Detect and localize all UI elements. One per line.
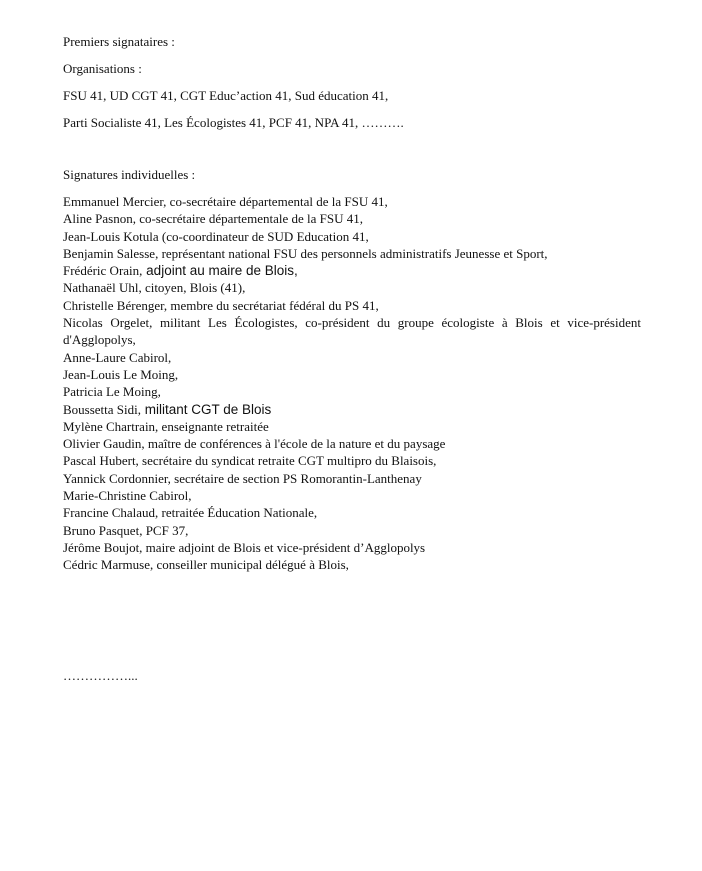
organisations-heading: Organisations : — [63, 61, 142, 76]
premiers-signataires-label: Premiers signataires : — [63, 34, 175, 49]
signature-item: Cédric Marmuse, conseiller municipal délégué à Blois, — [63, 557, 349, 573]
signature-name: Boussetta Sidi, — [63, 401, 142, 417]
signature-item: Jean-Louis Le Moing, — [63, 366, 179, 382]
organisations-line-1: FSU 41, UD CGT 41, CGT Educ’action 41, Sud éducation 41, — [63, 88, 389, 103]
signature-item: Pascal Hubert, secrétaire du syndicat retraite CGT multipro du Blaisois, — [63, 453, 437, 469]
signature-item: Jean-Louis Kotula (co-coordinateur de SUD Education 41, — [63, 228, 369, 244]
signature-item: Nicolas Orgelet, militant Les Écologistes, co-président du groupe écologiste à Blois et vice-président d'Agglopolys, — [63, 315, 641, 348]
signature-item — [63, 401, 641, 418]
signature-item: Christelle Bérenger, membre du secrétariat fédéral du PS 41, — [63, 297, 379, 313]
signatures-individuelles-heading: Signatures individuelles : — [63, 167, 196, 182]
signature-item: Aline Pasnon, co-secrétaire départementale de la FSU 41, — [63, 211, 363, 227]
signature-item: Patricia Le Moing, — [63, 384, 161, 400]
signature-item: Nathanaël Uhl, citoyen, Blois (41), — [63, 280, 246, 296]
signature-item: Mylène Chartrain, enseignante retraitée — [63, 418, 269, 434]
organisations-line-2: Parti Socialiste 41, Les Écologistes 41, PCF 41, NPA 41, ………. — [63, 115, 404, 130]
signature-list — [63, 193, 641, 574]
signature-item: Francine Chalaud, retraitée Éducation Nationale, — [63, 505, 318, 521]
signature-item: Bruno Pasquet, PCF 37, — [63, 522, 189, 538]
signature-item: Anne-Laure Cabirol, — [63, 349, 172, 365]
signature-item: Marie-Christine Cabirol, — [63, 488, 192, 504]
signature-name: Frédéric Orain, — [63, 263, 143, 279]
signature-item — [63, 262, 641, 279]
trailing-ellipsis: ……………... — [63, 668, 138, 683]
signature-item: Benjamin Salesse, représentant national FSU des personnels administratifs Jeunesse et Sport, — [63, 245, 548, 261]
signature-item: Jérôme Boujot, maire adjoint de Blois et vice-président d’Agglopolys — [63, 539, 426, 555]
signature-item: Yannick Cordonnier, secrétaire de section PS Romorantin-Lanthenay — [63, 470, 422, 486]
signature-item: Olivier Gaudin, maître de conférences à l'école de la nature et du paysage — [63, 436, 446, 452]
signature-role: militant CGT de Blois — [141, 401, 272, 417]
signature-role: adjoint au maire de Blois, — [142, 263, 298, 279]
signature-item: Emmanuel Mercier, co-secrétaire départemental de la FSU 41, — [63, 194, 388, 209]
